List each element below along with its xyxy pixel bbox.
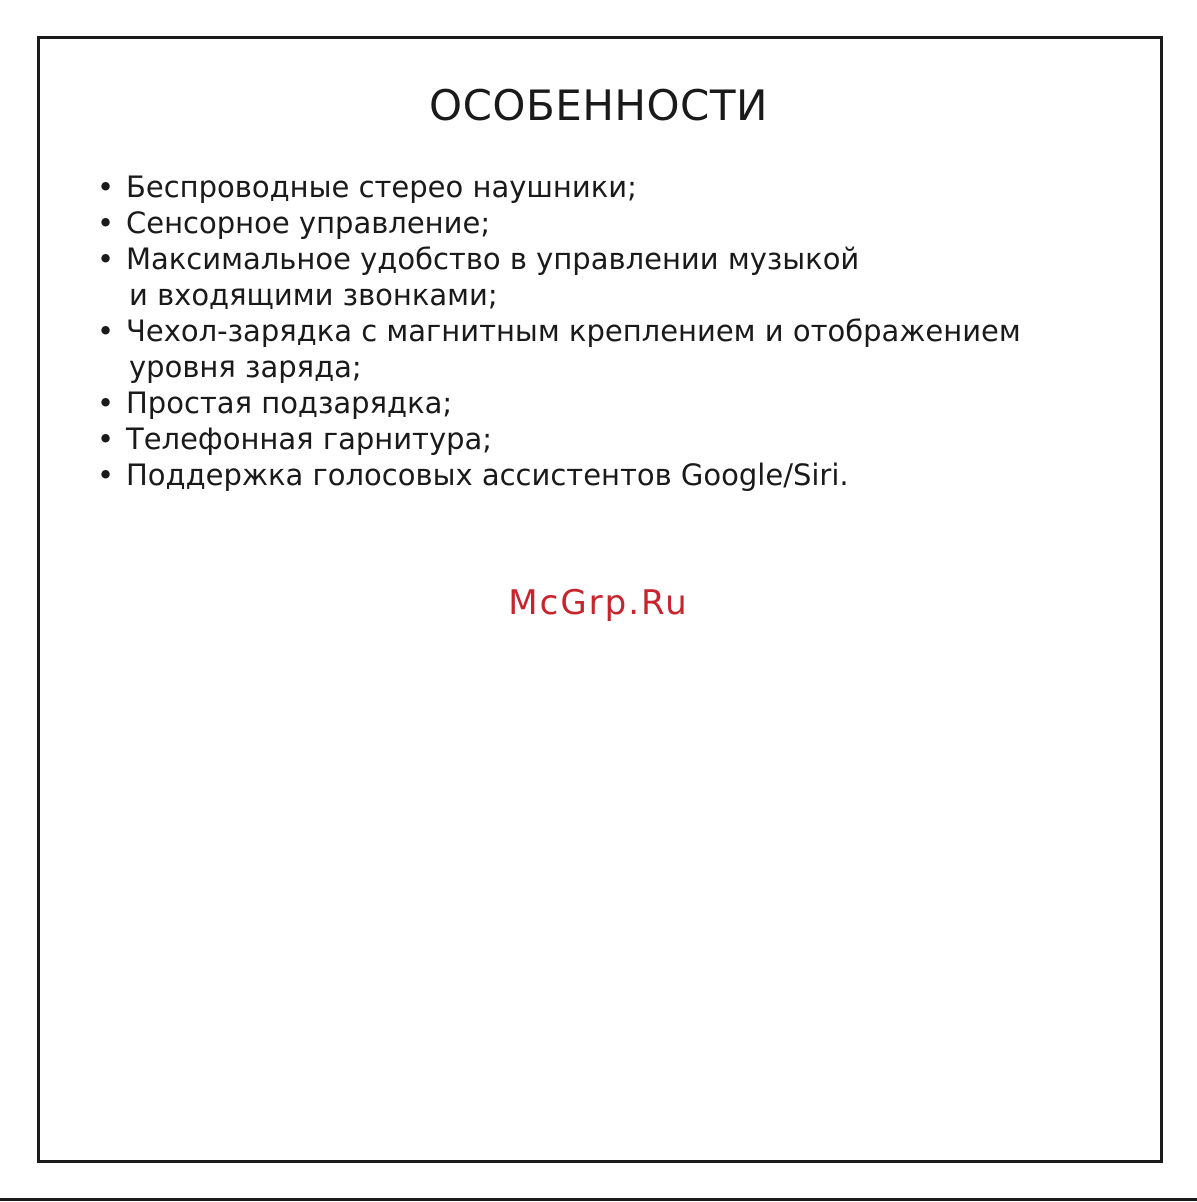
feature-text-continuation: уровня заряда; xyxy=(129,350,362,384)
feature-text: Поддержка голосовых ассистентов Google/Siri. xyxy=(126,458,849,492)
bullet-icon: • xyxy=(97,458,115,492)
feature-text: Беспроводные стерео наушники; xyxy=(126,170,637,204)
page-bottom-divider xyxy=(0,1198,1197,1201)
bullet-icon: • xyxy=(97,170,115,204)
list-item xyxy=(95,457,1021,493)
feature-text-continuation: и входящими звонками; xyxy=(129,278,498,312)
list-item xyxy=(95,205,1021,241)
feature-text: Сенсорное управление; xyxy=(126,206,491,240)
features-list xyxy=(95,169,1021,493)
bullet-icon: • xyxy=(97,206,115,240)
feature-text: Максимальное удобство в управлении музыкой xyxy=(126,242,860,276)
watermark: McGrp.Ru xyxy=(508,583,689,623)
bullet-icon: • xyxy=(97,422,115,456)
list-item xyxy=(95,385,1021,421)
bullet-icon: • xyxy=(97,386,115,420)
list-item xyxy=(95,241,1021,313)
list-item xyxy=(95,421,1021,457)
bullet-icon: • xyxy=(97,242,115,276)
list-item xyxy=(95,169,1021,205)
page-title: ОСОБЕННОСТИ xyxy=(429,81,768,130)
feature-text: Телефонная гарнитура; xyxy=(126,422,493,456)
feature-text: Чехол-зарядка с магнитным креплением и отображением xyxy=(126,314,1021,348)
bullet-icon: • xyxy=(97,314,115,348)
feature-text: Простая подзарядка; xyxy=(126,386,453,420)
list-item xyxy=(95,313,1021,385)
